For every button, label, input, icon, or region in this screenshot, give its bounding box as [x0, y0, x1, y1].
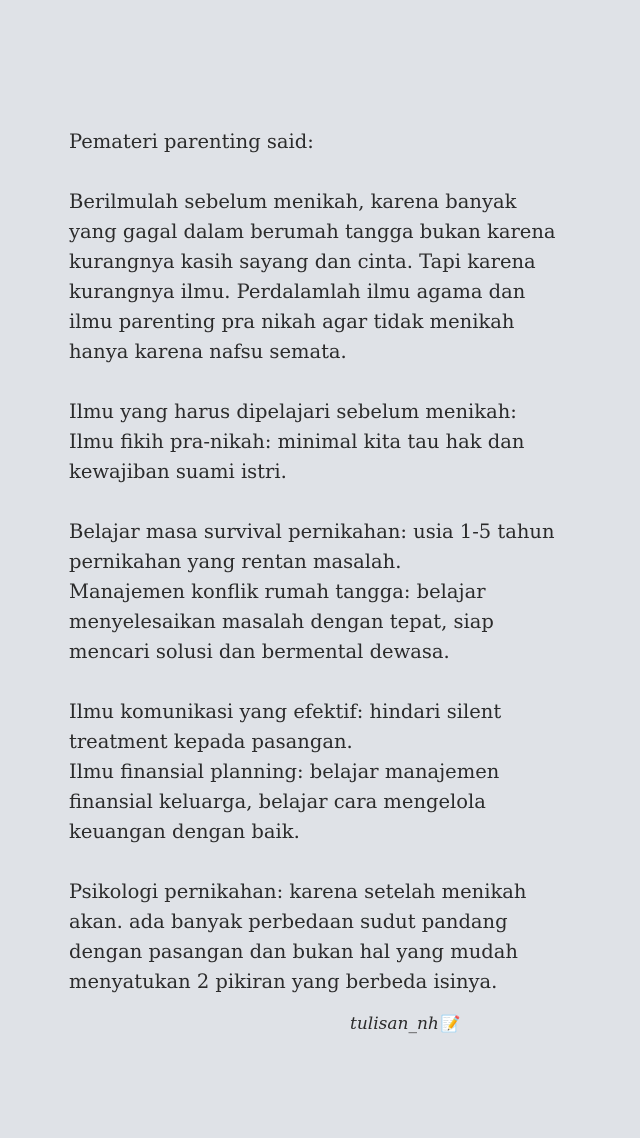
- text-line: yang gagal dalam berumah tangga bukan karena: [69, 220, 556, 243]
- text-line: Manajemen konflik rumah tangga: belajar: [69, 580, 486, 603]
- text-line: keuangan dengan baik.: [69, 820, 300, 843]
- signature-text: tulisan_nh: [350, 1014, 439, 1034]
- text-line: menyelesaikan masalah dengan tepat, siap: [69, 610, 494, 633]
- memo-pencil-icon: 📝: [440, 1014, 461, 1033]
- signature: [350, 1014, 461, 1034]
- text-line: Psikologi pernikahan: karena setelah menikah: [69, 880, 527, 903]
- document-body: [69, 127, 556, 997]
- paragraph: [69, 517, 556, 667]
- text-line: kewajiban suami istri.: [69, 460, 287, 483]
- paragraph-spacer: [69, 847, 556, 877]
- text-line: finansial keluarga, belajar cara mengelola: [69, 790, 486, 813]
- text-line: dengan pasangan dan bukan hal yang mudah: [69, 940, 518, 963]
- text-line: akan. ada banyak perbedaan sudut pandang: [69, 910, 508, 933]
- text-line: Ilmu finansial planning: belajar manajemen: [69, 760, 500, 783]
- text-line: mencari solusi dan bermental dewasa.: [69, 640, 450, 663]
- text-line: hanya karena nafsu semata.: [69, 340, 347, 363]
- paragraph-spacer: [69, 157, 556, 187]
- text-line: Ilmu komunikasi yang efektif: hindari silent: [69, 700, 502, 723]
- paragraph-spacer: [69, 367, 556, 397]
- text-line: kurangnya ilmu. Perdalamlah ilmu agama dan: [69, 280, 526, 303]
- text-line: Berilmulah sebelum menikah, karena banyak: [69, 190, 517, 213]
- paragraph: [69, 697, 556, 847]
- paragraph: [69, 877, 556, 997]
- paragraph: [69, 127, 556, 157]
- text-line: ilmu parenting pra nikah agar tidak menikah: [69, 310, 515, 333]
- text-line: Ilmu fikih pra-nikah: minimal kita tau hak dan: [69, 430, 525, 453]
- text-line: Belajar masa survival pernikahan: usia 1-5 tahun: [69, 520, 555, 543]
- paragraph: [69, 397, 556, 487]
- text-line: Ilmu yang harus dipelajari sebelum menikah:: [69, 400, 517, 423]
- paragraph-spacer: [69, 487, 556, 517]
- paragraph: [69, 187, 556, 367]
- paragraph-spacer: [69, 667, 556, 697]
- text-line: Pemateri parenting said:: [69, 130, 314, 153]
- text-line: treatment kepada pasangan.: [69, 730, 353, 753]
- text-line: menyatukan 2 pikiran yang berbeda isinya.: [69, 970, 498, 993]
- text-line: pernikahan yang rentan masalah.: [69, 550, 402, 573]
- text-line: kurangnya kasih sayang dan cinta. Tapi karena: [69, 250, 536, 273]
